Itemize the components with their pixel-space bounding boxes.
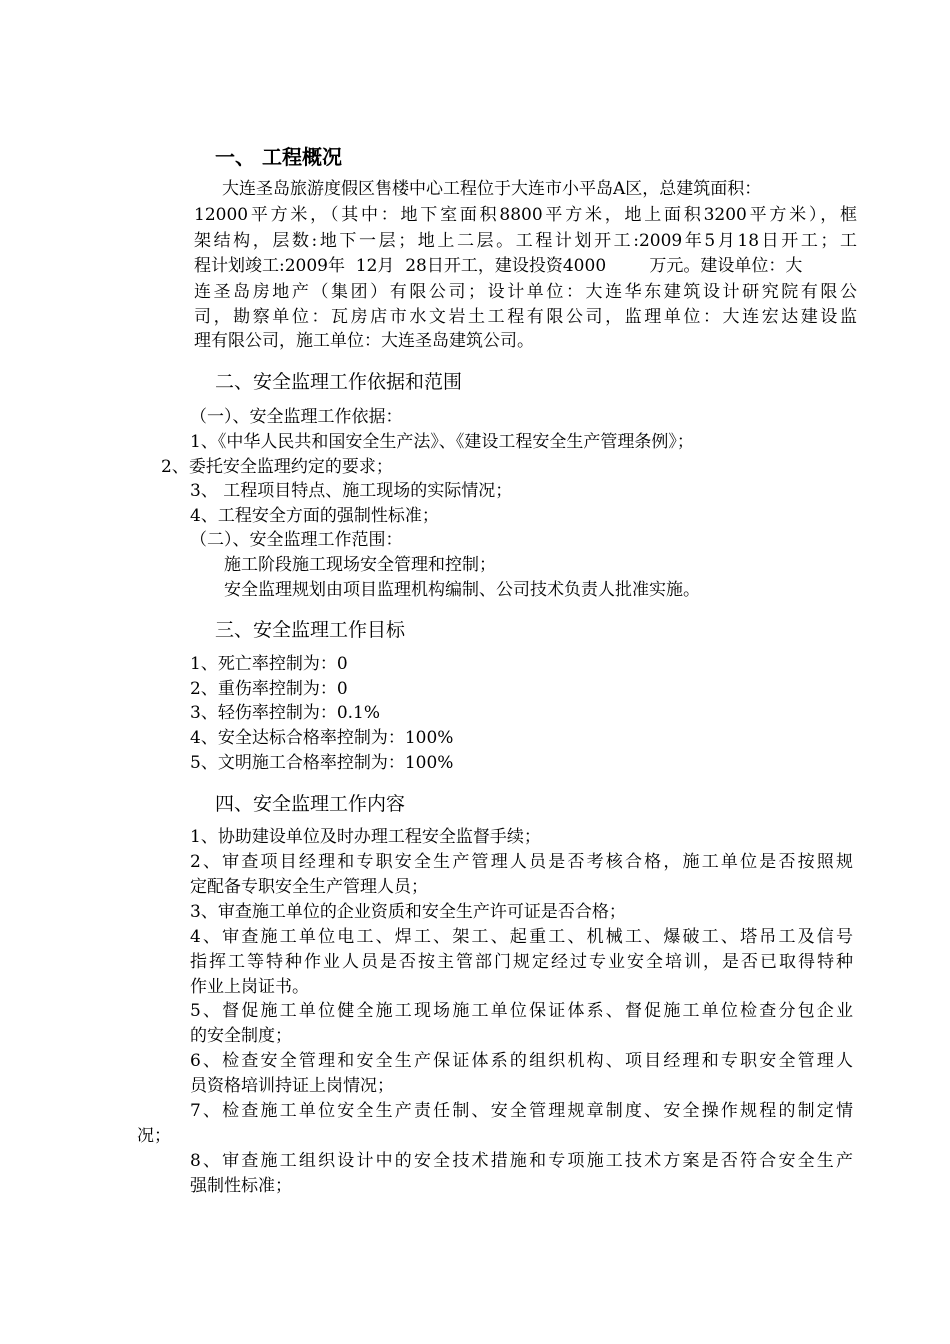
section4-line-10: 6、检查安全管理和安全生产保证体系的组织机构、项目经理和专职安全管理人 (190, 1051, 853, 1071)
section1-line-5: 连圣岛房地产（集团）有限公司；设计单位：大连华东建筑设计研究院有限公 (194, 282, 857, 302)
section4-line-4: 3、审查施工单位的企业资质和安全生产许可证是否合格； (190, 902, 626, 922)
section2-basis-2: 2、委托安全监理约定的要求； (161, 457, 393, 477)
section2-sub2: （二）、安全监理工作范围： (190, 530, 403, 550)
section1-line-2: 12000平方米，（其中：地下室面积8800平方米，地上面积3200平方米），框 (194, 205, 857, 225)
section3-item-5: 5、文明施工合格率控制为：100% (190, 753, 454, 773)
section1-line-6: 司，勘察单位：瓦房店市水文岩土工程有限公司，监理单位：大连宏达建设监 (194, 307, 857, 327)
section2-sub1: （一）、安全监理工作依据： (190, 407, 403, 427)
section2-scope-1: 施工阶段施工现场安全管理和控制； (224, 555, 496, 575)
section4-line-9: 的安全制度； (190, 1026, 292, 1046)
section1-number: 一、 (215, 145, 255, 169)
section1-line-3: 架结构，层数:地下一层；地上二层。工程计划开工:2009年5月18日开工；工 (194, 231, 857, 251)
section4-line-3: 定配备专职安全生产管理人员； (190, 877, 428, 897)
section2-heading: 二、安全监理工作依据和范围 (215, 371, 463, 393)
section3-heading: 三、安全监理工作目标 (215, 619, 406, 641)
section4-line-7: 作业上岗证书。 (190, 977, 309, 997)
section2-basis-4: 4、工程安全方面的强制性标准； (190, 506, 439, 526)
section4-line-13: 况； (137, 1126, 171, 1146)
section1-line-1: 大连圣岛旅游度假区售楼中心工程位于大连市小平岛A区，总建筑面积： (222, 179, 762, 199)
section1-line-4: 程计划竣工:2009年 12月 28日开工，建设投资4000 万元。建设单位：大 (194, 256, 803, 276)
section4-line-8: 5、督促施工单位健全施工现场施工单位保证体系、督促施工单位检查分包企业 (190, 1001, 853, 1021)
section3-item-2: 2、重伤率控制为：0 (190, 679, 348, 699)
section3-item-1: 1、死亡率控制为：0 (190, 654, 348, 674)
section3-item-4: 4、安全达标合格率控制为：100% (190, 728, 454, 748)
section4-line-14: 8、审查施工组织设计中的安全技术措施和专项施工技术方案是否符合安全生产 (190, 1151, 853, 1171)
section4-line-11: 员资格培训持证上岗情况； (190, 1076, 394, 1096)
section1-heading: 工程概况 (262, 145, 342, 169)
section4-line-12: 7、检查施工单位安全生产责任制、安全管理规章制度、安全操作规程的制定情 (190, 1101, 853, 1121)
section2-basis-1: 1、《中华人民共和国安全生产法》、《建设工程安全生产管理条例》； (190, 432, 694, 452)
section4-line-6: 指挥工等特种作业人员是否按主管部门规定经过专业安全培训，是否已取得特种 (190, 952, 853, 972)
section4-line-5: 4、审查施工单位电工、焊工、架工、起重工、机械工、爆破工、塔吊工及信号 (190, 927, 853, 947)
section4-line-15: 强制性标准； (190, 1176, 292, 1196)
section2-basis-3: 3、 工程项目特点、施工现场的实际情况； (190, 481, 513, 501)
section3-item-3: 3、轻伤率控制为：0.1% (190, 703, 381, 723)
section2-scope-2: 安全监理规划由项目监理机构编制、公司技术负责人批准实施。 (224, 580, 700, 600)
section4-heading: 四、安全监理工作内容 (215, 793, 406, 815)
section4-line-1: 1、协助建设单位及时办理工程安全监督手续； (190, 827, 541, 847)
section1-line-7: 理有限公司，施工单位：大连圣岛建筑公司。 (194, 331, 534, 351)
section4-line-2: 2、审查项目经理和专职安全生产管理人员是否考核合格，施工单位是否按照规 (190, 852, 853, 872)
